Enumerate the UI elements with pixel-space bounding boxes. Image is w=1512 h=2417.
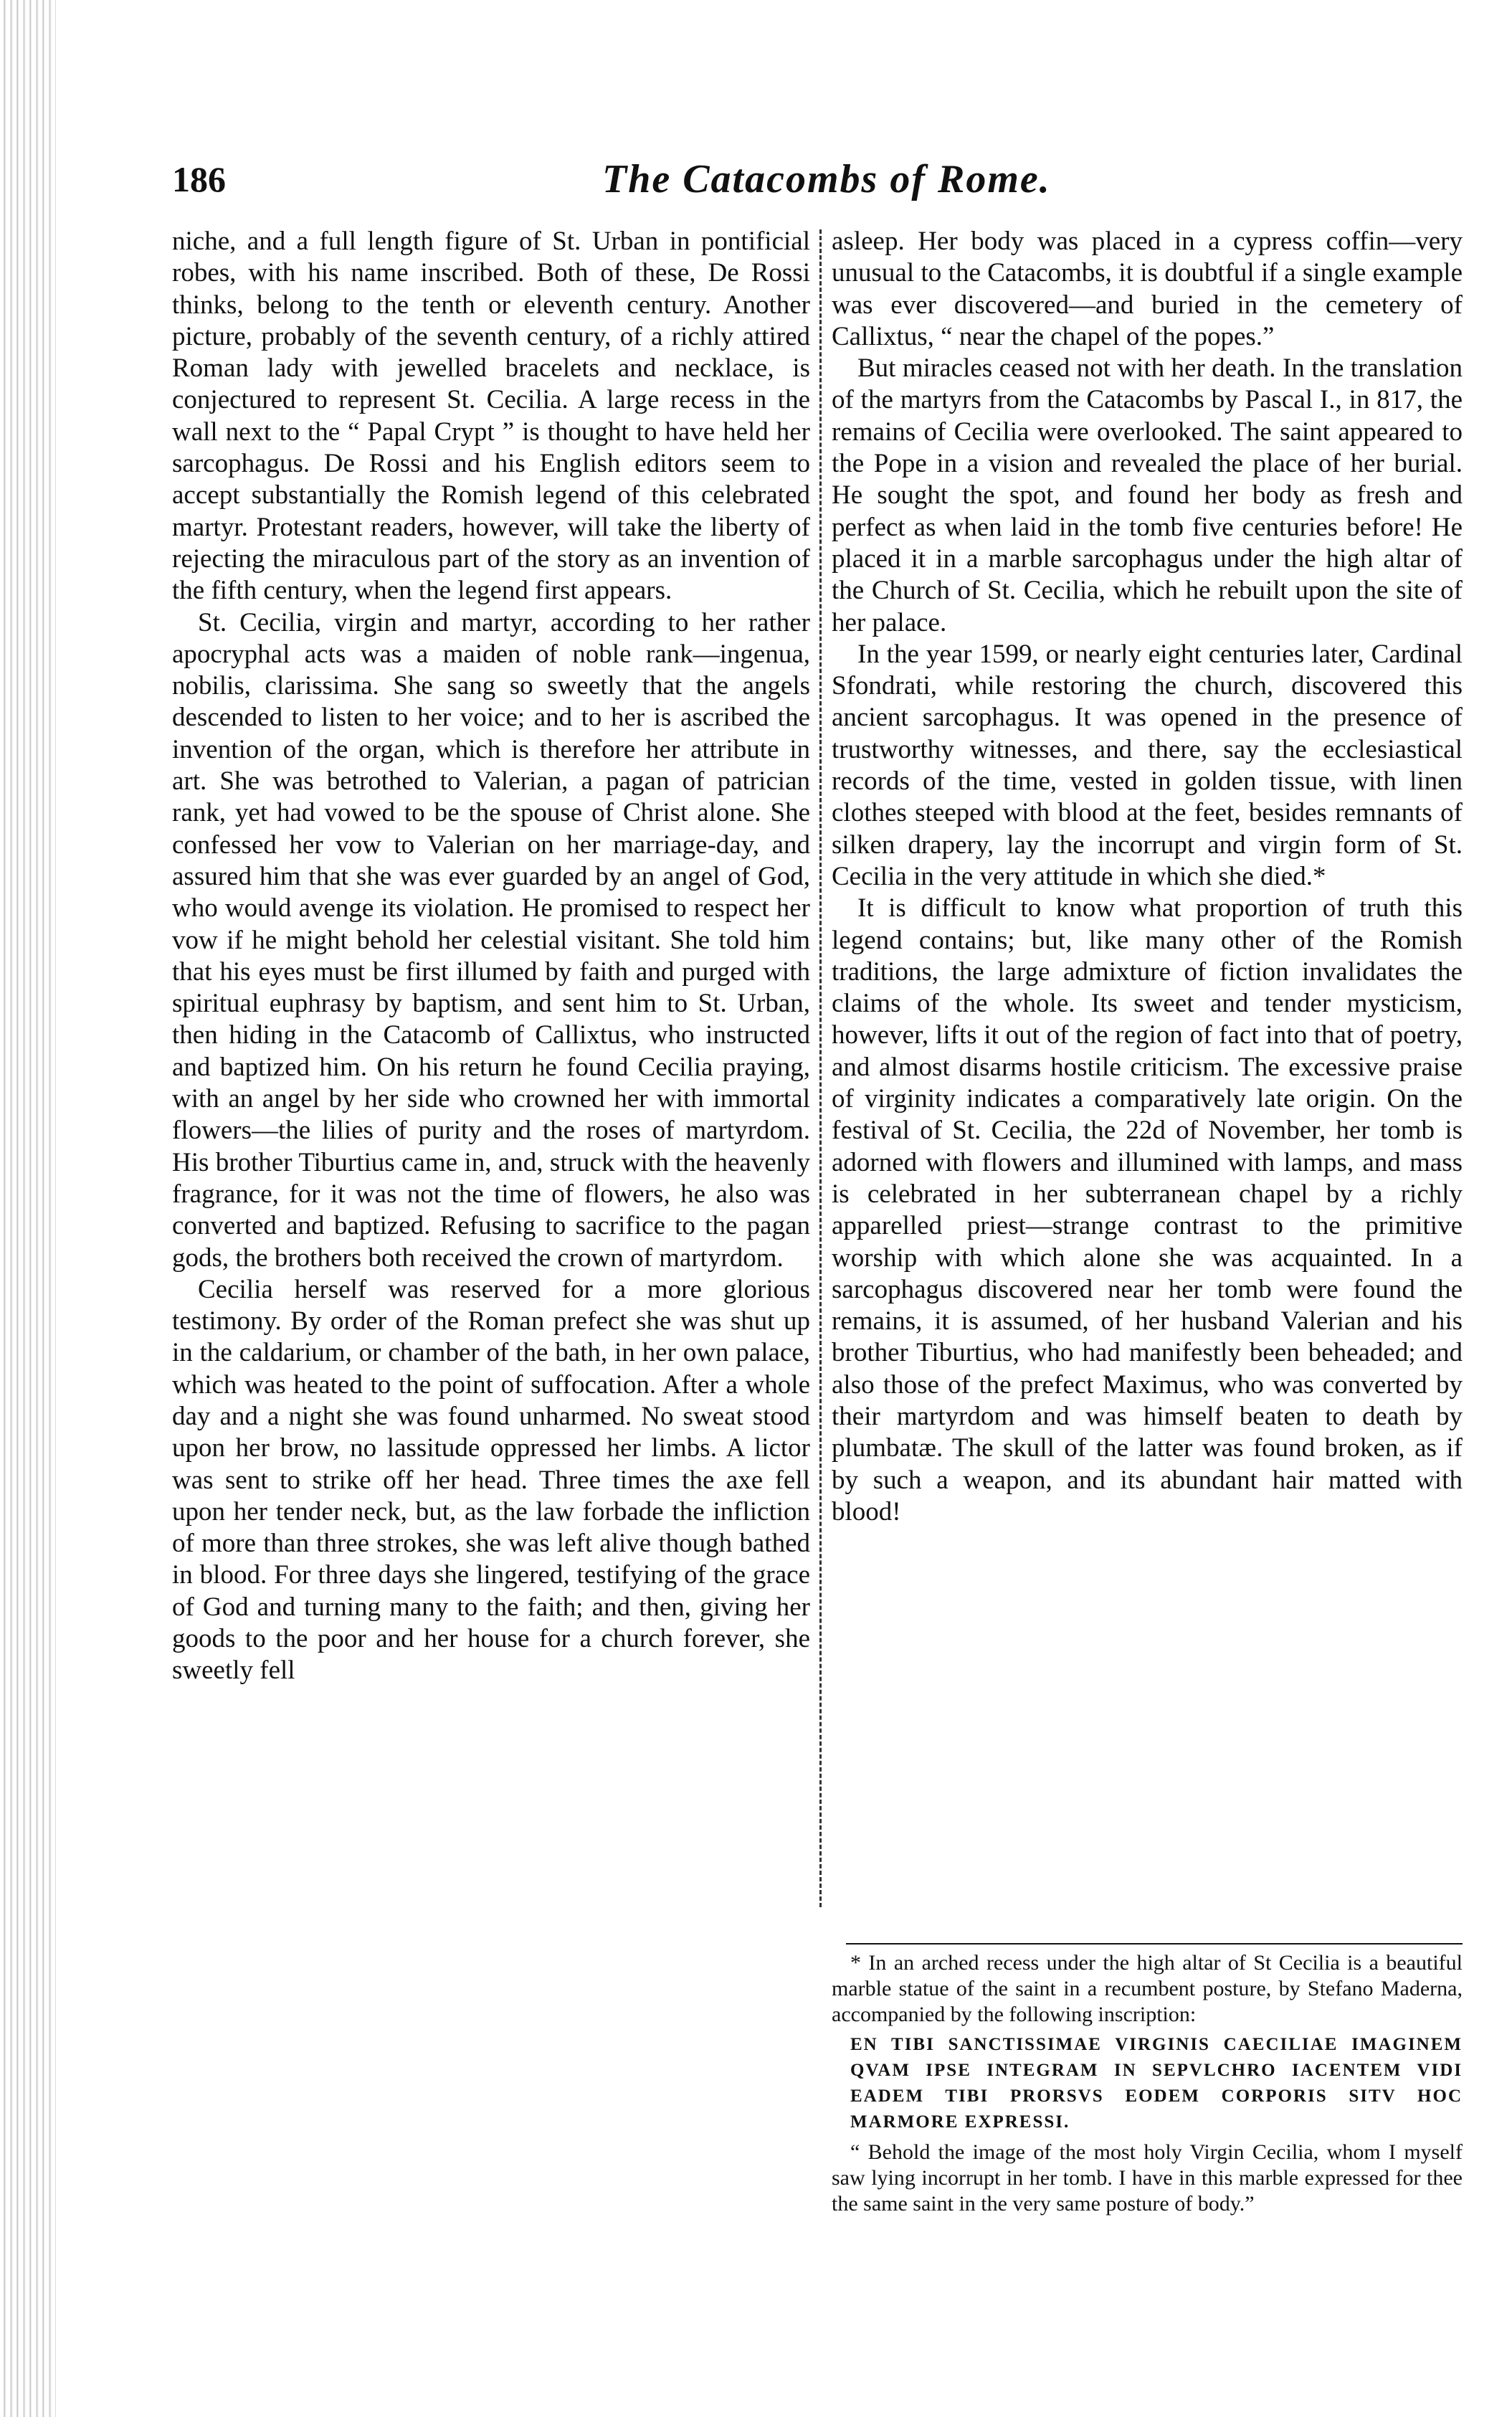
right-column <box>832 226 1463 1528</box>
page-header <box>172 151 1477 208</box>
left-column <box>172 226 810 1687</box>
running-title: The Catacombs of Rome. <box>602 157 1051 201</box>
paragraph: Cecilia herself was reserved for a more glorious testimony. By order of the Roman prefect she was shut up in the caldarium, or chamber of the bath, in her own palace, which was heated to the point of suffocation. After a whole day and a night she was found unharmed. No sweat stood upon her brow, no lassitude oppressed her limbs. A lictor was sent to strike off her head. Three times the axe fell upon her tender neck, but, as the law forbade the infliction of more than three strokes, she was left alive though bathed in blood. For three days she lingered, testifying of the grace of God and turning many to the faith; and then, giving her goods to the poor and her house for a church forever, she sweetly fell <box>172 1274 810 1686</box>
binding-edge <box>0 0 56 2417</box>
paragraph: It is difficult to know what proportion of truth this legend contains; but, like many other of the Romish traditions, the large admixture of fiction invalidates the claims of the whole. Its sweet and tender mysticism, however, lifts it out of the region of fact into that of poetry, and almost disarms hostile criticism. The excessive praise of virginity indicates a comparatively late origin. On the festival of St. Cecilia, the 22d of November, her tomb is adorned with flowers and illumined with lamps, and mass is celebrated in her subterranean chapel by a richly apparelled priest—strange contrast to the primitive worship with which alone she was acquainted. In a sarcophagus discovered near her tomb were found the remains, it is assumed, of her husband Valerian and his brother Tiburtius, who had manifestly been beheaded; and also those of the prefect Maximus, who was converted by their martyrdom and was himself beaten to death by plumbatæ. The skull of the latter was found broken, as if by such a weapon, and its abundant hair matted with blood! <box>832 893 1463 1526</box>
paragraph: St. Cecilia, virgin and martyr, according to her rather apocryphal acts was a maiden of noble rank—ingenua, nobilis, clarissima. She sang so sweetly that the angels descended to listen to her voice; and to her is ascribed the invention of the organ, which is therefore her attribute in art. She was betrothed to Valerian, a pagan of patrician rank, yet had vowed to be the spouse of Christ alone. She confessed her vow to Valerian on her marriage-day, and assured him that she was ever guarded by an angel of God, who would avenge its violation. He promised to respect her vow if he might behold her celestial visitant. She told him that his eyes must be first illumed by faith and purged with spiritual euphrasy by baptism, and sent him to St. Urban, then hiding in the Catacomb of Callixtus, who instructed and baptized him. On his return he found Cecilia praying, with an angel by her side who crowned her with immortal flowers—the lilies of purity and the roses of martyrdom. His brother Tiburtius came in, and, struck with the heavenly fragrance, for it was not the time of flowers, he also was converted and baptized. Refusing to sacrifice to the pagan gods, the brothers both received the crown of martyrdom. <box>172 607 810 1273</box>
footnote <box>832 1950 1463 2217</box>
paragraph: But miracles ceased not with her death. In the translation of the martyrs from the Catacombs by Pascal I., in 817, the remains of Cecilia were overlooked. The saint appeared to the Pope in a vision and revealed the place of her burial. He sought the spot, and found her body as fresh and perfect as when laid in the tomb five centuries before! He placed it in a marble sarcophagus under the high altar of the Church of St. Cecilia, which he rebuilt upon the site of her palace. <box>832 353 1463 637</box>
paragraph: In the year 1599, or nearly eight centuries later, Cardinal Sfondrati, while restoring the church, discovered this ancient sarcophagus. It was opened in the presence of trustworthy witnesses, and there, say the ecclesiastical records of the time, vested in golden tissue, with linen clothes steeped with blood at the feet, besides remnants of silken drapery, lay the incorrupt and virgin form of St. Cecilia in the very attitude in which she died.* <box>832 639 1463 891</box>
column-divider <box>819 229 822 1907</box>
footnote-inscription: EN TIBI SANCTISSIMAE VIRGINIS CAECILIAE IMAGINEM QVAM IPSE INTEGRAM IN SEPVLCHRO IACENTEM VIDI EADEM TIBI PRORSVS EODEM CORPORIS SITV HOC MARMORE EXPRESSI. <box>850 2035 1463 2132</box>
paragraph: niche, and a full length figure of St. Urban in pontificial robes, with his name inscribed. Both of these, De Rossi thinks, belong to the tenth or eleventh century. Another picture, probably of the seventh century, of a richly attired Roman lady with jewelled bracelets and necklace, is conjectured to represent St. Cecilia. A large recess in the wall next to the “ Papal Crypt ” is thought to have held her sarcophagus. De Rossi and his English editors seem to accept substantially the Romish legend of this celebrated martyr. Protestant readers, however, will take the liberty of rejecting the miraculous part of the story as an invention of the fifth century, when the legend first appears. <box>172 227 810 606</box>
footnote-translation: “ Behold the image of the most holy Virgin Cecilia, whom I myself saw lying incorrupt in her tomb. I have in this marble expressed for thee the same saint in the very same posture of body.” <box>832 2140 1463 2216</box>
footnote-intro: * In an arched recess under the high altar of St Cecilia is a beautiful marble statue of the saint in a recumbent posture, by Stefano Maderna, accompanied by the following inscription: <box>832 1951 1463 2026</box>
page-number: 186 <box>172 159 226 199</box>
footnote-rule <box>846 1943 1463 1944</box>
paragraph: asleep. Her body was placed in a cypress coffin—very unusual to the Catacombs, it is doubtful if a single example was ever discovered—and buried in the cemetery of Callixtus, “ near the chapel of the popes.” <box>832 227 1463 351</box>
